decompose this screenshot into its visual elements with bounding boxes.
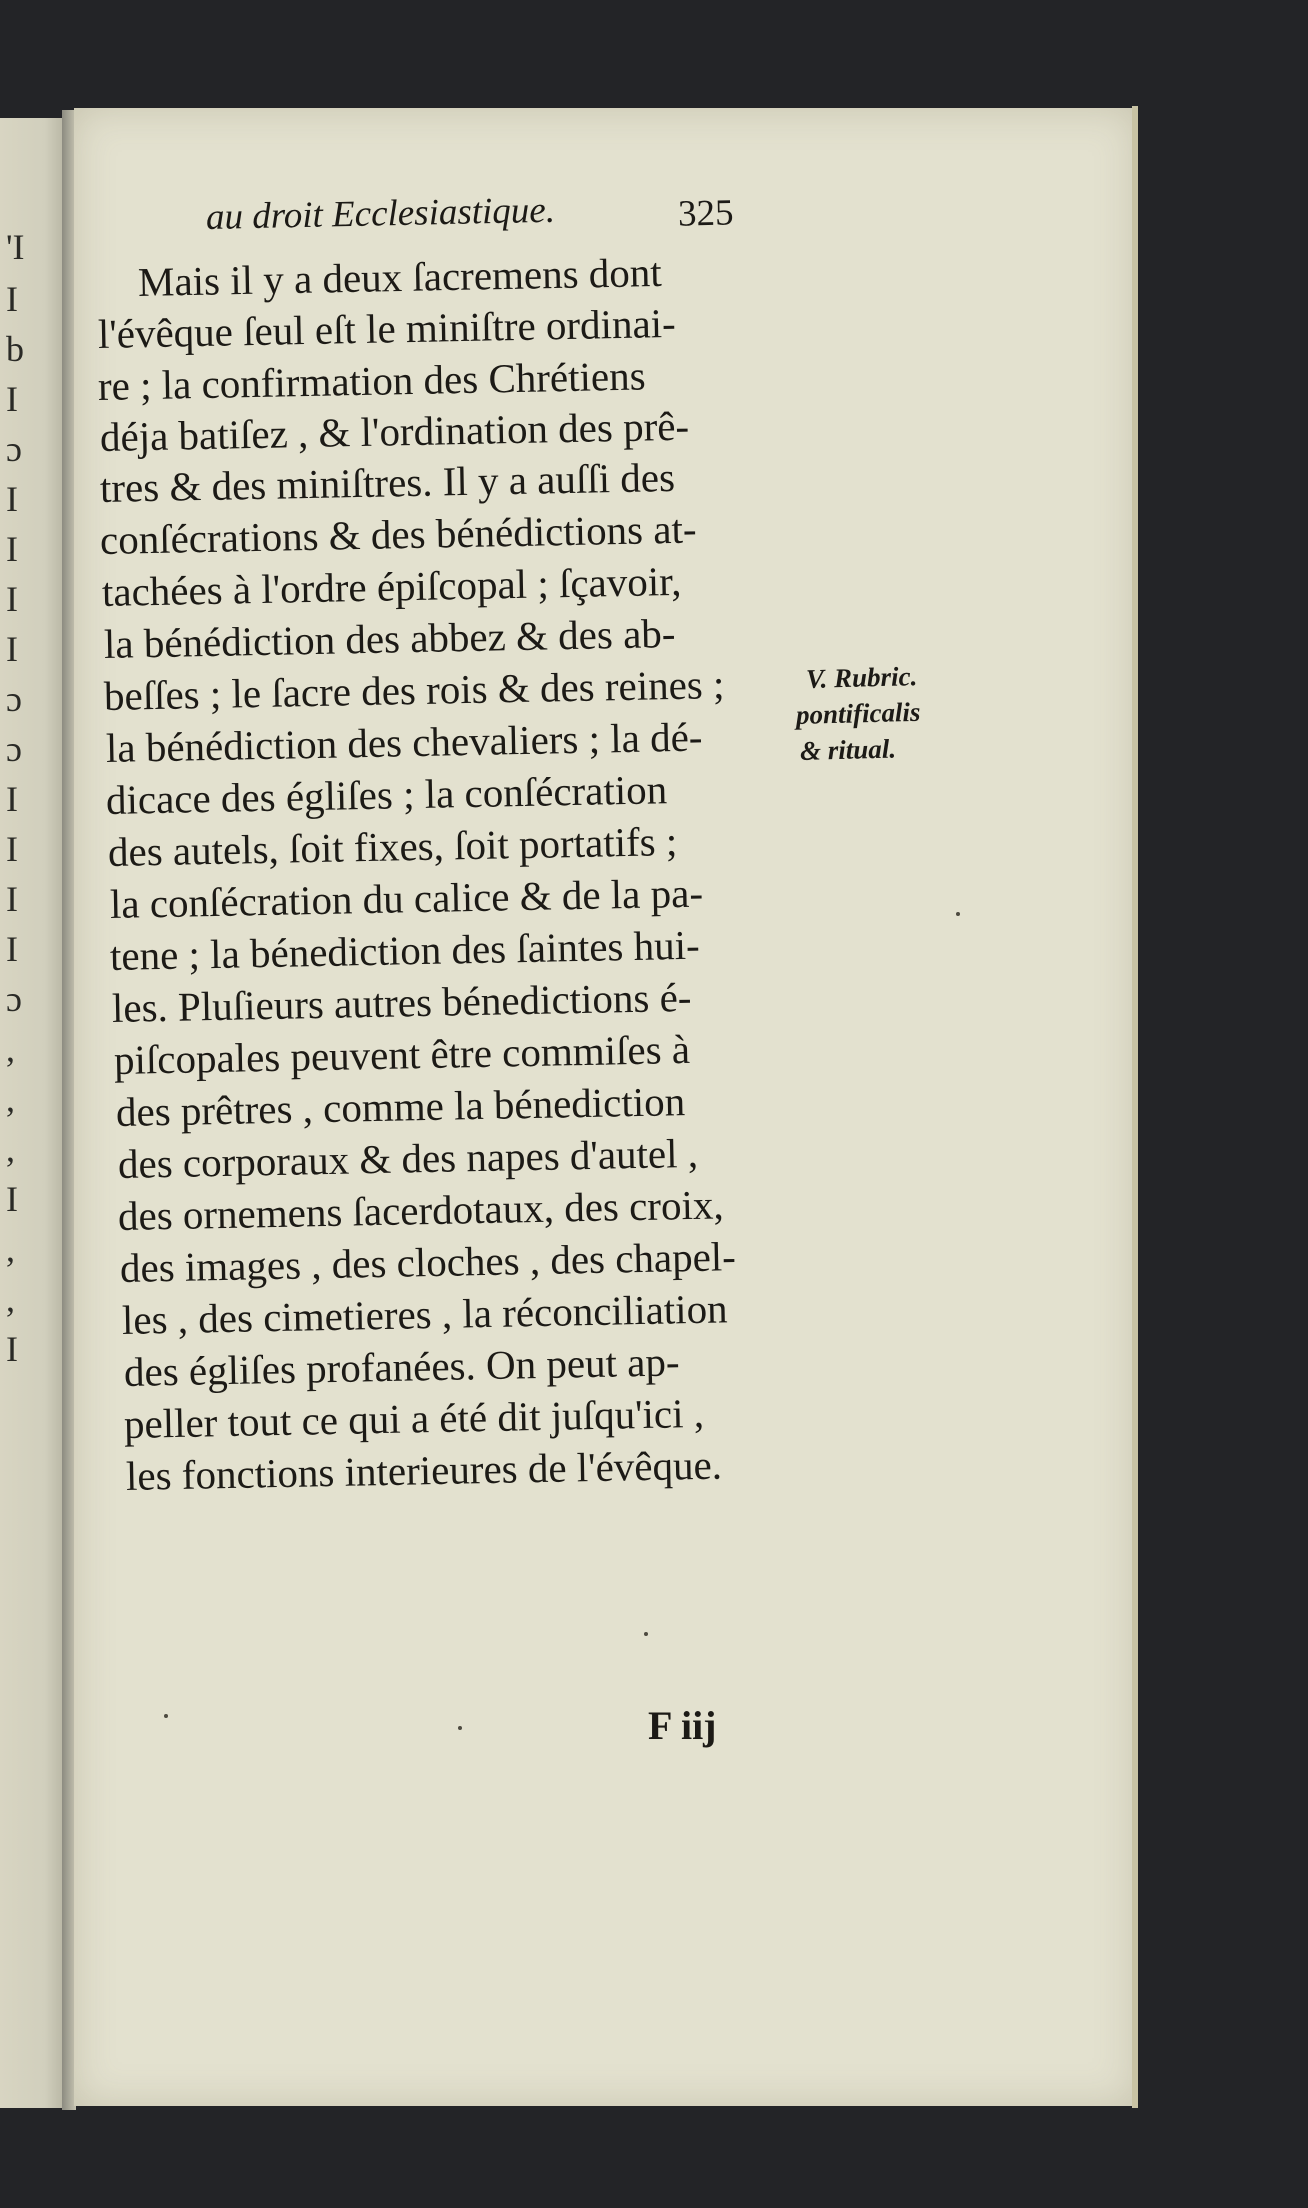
prev-page-fragment: ɔ xyxy=(6,979,22,1019)
prev-page-fragment: 'I xyxy=(6,227,25,267)
signature-mark: F iij xyxy=(648,1703,717,1748)
text-line: des autels, ſoit fixes, ſoit portatifs ; xyxy=(107,818,678,875)
margin-note-line: V. Rubric. xyxy=(805,661,918,694)
prev-page-fragment: , xyxy=(6,1229,15,1269)
running-head: au droit Ecclesiastique. xyxy=(205,189,556,238)
page-header xyxy=(138,189,758,256)
prev-page-fragment: I xyxy=(6,479,18,519)
text-line: les , des cimetieres , la réconciliation xyxy=(121,1285,728,1343)
prev-page-fragment: , xyxy=(6,1279,15,1319)
text-line: des corporaux & des napes d'autel , xyxy=(117,1129,699,1187)
paper-speck xyxy=(164,1714,168,1718)
prev-page-fragment: I xyxy=(6,629,18,669)
text-line: des égliſes profanées. On peut ap- xyxy=(123,1338,680,1395)
text-line: tene ; la bénediction des ſaintes hui- xyxy=(109,921,701,979)
text-line: la bénédiction des abbez & des ab- xyxy=(103,610,676,667)
text-line: des ornemens ſacerdotaux, des croix, xyxy=(117,1181,725,1239)
text-line: la bénédiction des chevaliers ; la dé- xyxy=(105,713,703,771)
prev-page-fragment: b xyxy=(6,329,24,369)
prev-page-fragment: , xyxy=(6,1129,15,1169)
prev-page-fragment: I xyxy=(6,779,18,819)
prev-page-fragment: I xyxy=(6,379,18,419)
text-line: piſcopales peuvent être commiſes à xyxy=(113,1025,691,1083)
prev-page-fragment: I xyxy=(6,1179,18,1219)
prev-page-fragment: , xyxy=(6,1079,15,1119)
page-number: 325 xyxy=(677,192,734,235)
previous-page-edge xyxy=(0,118,64,2108)
prev-page-fragment: ɔ xyxy=(6,679,22,719)
text-line: les. Pluſieurs autres bénedictions é- xyxy=(111,973,692,1031)
paper-speck xyxy=(458,1726,462,1730)
prev-page-fragment: ɔ xyxy=(6,729,22,769)
text-line: beſſes ; le ſacre des rois & des reines ; xyxy=(103,661,725,719)
text-line: des prêtres , comme la bénediction xyxy=(115,1078,686,1135)
text-line: tres & des miniſtres. Il y a auſſi des xyxy=(99,453,676,511)
paper-speck xyxy=(644,1632,648,1636)
prev-page-fragment: I xyxy=(6,529,18,569)
text-line: dicace des égliſes ; la conſécration xyxy=(105,766,668,823)
prev-page-fragment: I xyxy=(6,279,18,319)
text-line: les fonctions interieures de l'évêque. xyxy=(125,1441,723,1499)
text-line: déja batiſez , & l'ordination des prê- xyxy=(99,402,690,460)
margin-note-line: & ritual. xyxy=(799,733,897,766)
prev-page-fragment: I xyxy=(6,829,18,869)
text-line: la conſécration du calice & de la pa- xyxy=(109,869,704,927)
prev-page-fragment: ɔ xyxy=(6,429,22,469)
prev-page-fragment: , xyxy=(6,1029,15,1069)
text-line: Mais il y a deux ſacremens dont xyxy=(137,248,663,305)
text-line: re ; la confirmation des Chrétiens xyxy=(97,352,646,409)
prev-page-fragment: I xyxy=(6,1329,18,1369)
text-line: l'évêque ſeul eſt le miniſtre ordinai- xyxy=(97,299,677,357)
text-line: conſécrations & des bénédictions at- xyxy=(99,505,697,563)
margin-note-line: pontificalis xyxy=(795,696,921,730)
prev-page-fragment: I xyxy=(6,929,18,969)
text-line: tachées à l'ordre épiſcopal ; ſçavoir, xyxy=(101,557,682,615)
paper-speck xyxy=(956,912,960,916)
prev-page-fragment: I xyxy=(6,879,18,919)
text-line: peller tout ce qui a été dit juſqu'ici , xyxy=(123,1389,705,1447)
prev-page-fragment: I xyxy=(6,579,18,619)
text-line: des images , des cloches , des chapel- xyxy=(119,1233,737,1291)
page-edge xyxy=(1132,106,1138,2108)
